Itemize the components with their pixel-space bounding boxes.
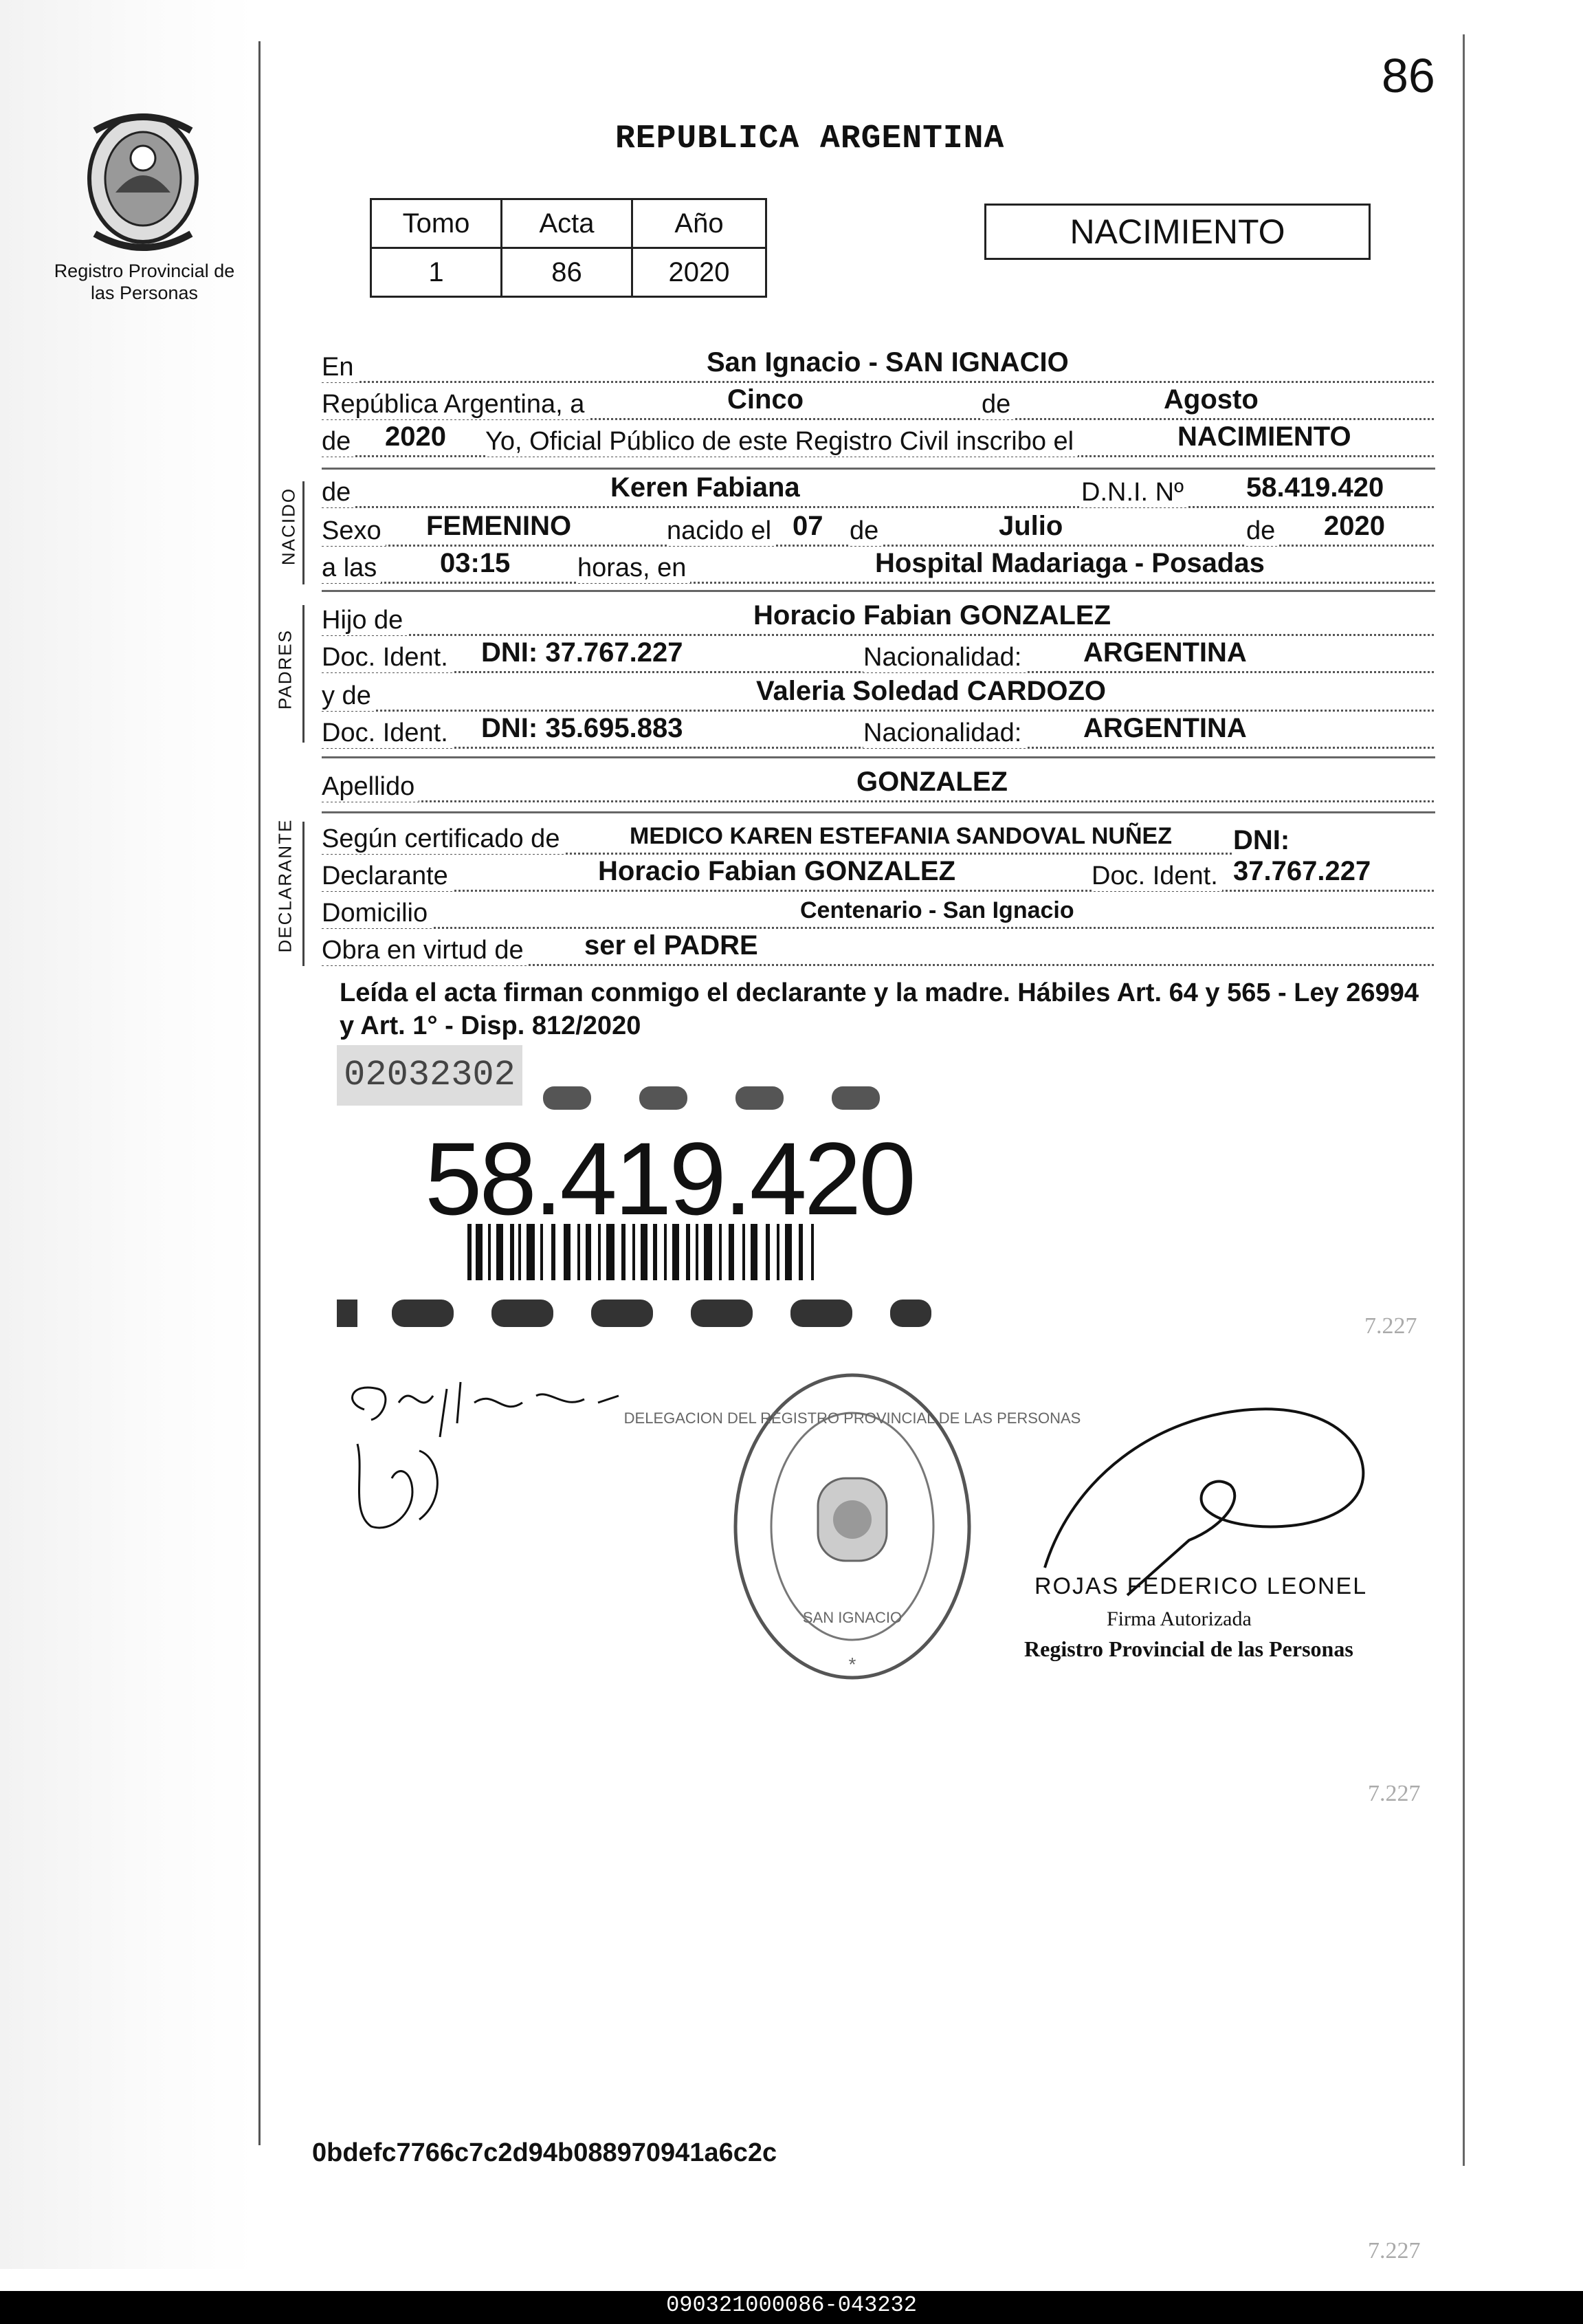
logo-caption: Registro Provincial de las Personas — [54, 261, 235, 303]
label-de-month: de — [850, 516, 883, 546]
value-domicilio: Centenario - San Ignacio — [800, 897, 1074, 923]
signatory-role: Firma Autorizada — [1107, 1608, 1252, 1630]
value-day: Cinco — [727, 384, 804, 415]
label-en: En — [322, 353, 357, 382]
row-mother-doc — [322, 715, 1434, 749]
label-segun: Según certificado de — [322, 824, 564, 854]
value-declarant-doc: DNI: 37.767.227 — [1233, 825, 1434, 887]
document-title: REPUBLICA ARGENTINA — [615, 120, 1005, 157]
section-label-nacido: NACIDO — [278, 487, 299, 566]
row-father-doc — [322, 639, 1434, 673]
label-hijo-de: Hijo de — [322, 606, 407, 635]
value-year: 2020 — [385, 421, 446, 452]
label-declarante: Declarante — [322, 862, 452, 891]
serial-stamp: 02032302 — [337, 1045, 522, 1106]
value-birth-month: Julio — [999, 511, 1063, 541]
row-surname — [322, 769, 1434, 802]
official-seal-icon — [623, 1368, 1081, 1685]
table-value-acta: 86 — [502, 248, 632, 297]
label-domicilio: Domicilio — [322, 899, 432, 928]
value-father-nac: ARGENTINA — [1083, 637, 1247, 668]
label-de-birth-year: de — [1246, 516, 1279, 546]
row-name — [322, 474, 1434, 508]
value-birth-place: Hospital Madariaga - Posadas — [875, 548, 1265, 578]
seal-text-outer: DELEGACION DEL REGISTRO PROVINCIAL DE LAS PERSONAS — [623, 1410, 1081, 1427]
value-mother-doc: DNI: 35.695.883 — [481, 713, 683, 743]
row-mother — [322, 678, 1434, 712]
value-child-name: Keren Fabiana — [610, 472, 800, 503]
label-doc-ident-mother: Doc. Ident. — [322, 719, 452, 748]
label-nacionalidad-mother: Nacionalidad: — [863, 719, 1026, 748]
label-nacido-el: nacido el — [667, 516, 775, 546]
label-obra: Obra en virtud de — [322, 936, 528, 965]
value-father-doc: DNI: 37.767.227 — [481, 637, 683, 668]
record-number-table — [370, 198, 767, 298]
sticker-bottom-marks — [337, 1300, 931, 1327]
label-doc-ident: Doc. Ident. — [322, 643, 452, 672]
value-mother-nac: ARGENTINA — [1083, 713, 1247, 743]
label-republica: República Argentina, a — [322, 390, 588, 419]
value-surname: GONZALEZ — [856, 767, 1008, 797]
padres-bracket — [302, 605, 305, 743]
table-value-ano: 2020 — [632, 248, 766, 297]
label-nacionalidad: Nacionalidad: — [863, 643, 1026, 672]
row-obra — [322, 932, 1434, 966]
sticker-dni-number: 58.419.420 — [425, 1121, 914, 1236]
row-year — [322, 421, 1434, 457]
margin-rule — [258, 41, 261, 2145]
right-page-edge — [1463, 34, 1465, 2166]
faint-mark: 7.227 — [1364, 1313, 1417, 1339]
table-header-ano: Año — [632, 199, 766, 248]
signatory-org: Registro Provincial de las Personas — [1024, 1636, 1353, 1661]
table-value-tomo: 1 — [371, 248, 502, 297]
scan-margin — [0, 0, 254, 2269]
row-sex-birth — [322, 513, 1434, 547]
value-mother-name: Valeria Soledad CARDOZO — [756, 676, 1107, 706]
section-label-padres: PADRES — [274, 629, 296, 710]
label-doc-declarant: Doc. Ident. — [1092, 862, 1222, 891]
seal-star-icon: * — [848, 1654, 856, 1675]
label-y-de: y de — [322, 681, 375, 711]
value-time: 03:15 — [440, 548, 511, 578]
value-father-name: Horacio Fabian GONZALEZ — [753, 600, 1111, 631]
label-a-las: a las — [322, 553, 381, 583]
section-divider — [322, 756, 1435, 758]
value-certificate: MEDICO KAREN ESTEFANIA SANDOVAL NUÑEZ — [630, 823, 1172, 849]
document-hash: 0bdefc7766c7c2d94b088970941a6c2c — [312, 2138, 777, 2167]
value-declarant-name: Horacio Fabian GONZALEZ — [598, 856, 956, 886]
value-place: San Ignacio - SAN IGNACIO — [707, 347, 1069, 377]
section-divider — [322, 590, 1435, 592]
label-sexo: Sexo — [322, 516, 386, 546]
declarante-bracket — [302, 822, 305, 966]
faint-mark: 7.227 — [1368, 1781, 1421, 1806]
footer-code: 090321000086-043232 — [666, 2292, 917, 2318]
nacido-bracket — [302, 481, 305, 584]
row-date — [322, 386, 1434, 420]
label-horas: horas, en — [577, 553, 690, 583]
closing-statement: Leída el acta firman conmigo el declarante y la madre. Hábiles Art. 64 y 565 - Ley 26994 y Art. 1° - Disp. 812/2020 — [340, 978, 1419, 1040]
value-child-dni: 58.419.420 — [1246, 472, 1384, 503]
section-label-declarante: DECLARANTE — [274, 818, 296, 953]
label-yo: Yo, Oficial Público de este Registro Civil inscribo el — [485, 427, 1078, 457]
value-sexo: FEMENINO — [426, 511, 572, 541]
seal-text-inner: SAN IGNACIO — [802, 1609, 903, 1626]
value-birth-year: 2020 — [1324, 511, 1385, 541]
page-number: 86 — [1382, 49, 1435, 102]
table-header-acta: Acta — [502, 199, 632, 248]
misiones-seal-logo — [74, 103, 212, 261]
handwritten-signature-right — [1031, 1396, 1388, 1602]
faint-mark: 7.227 — [1368, 2238, 1421, 2263]
value-inscribo: NACIMIENTO — [1177, 421, 1351, 452]
label-apellido: Apellido — [322, 772, 419, 802]
label-de-year: de — [322, 427, 355, 457]
value-obra: ser el PADRE — [584, 930, 758, 961]
row-place — [322, 349, 1434, 383]
row-time-place — [322, 550, 1434, 584]
value-month: Agosto — [1164, 384, 1259, 415]
sticker-top-marks — [543, 1086, 880, 1110]
row-domicilio — [322, 895, 1434, 929]
signatory-name: ROJAS FEDERICO LEONEL — [1034, 1573, 1368, 1599]
row-father — [322, 602, 1434, 636]
handwritten-signature-left — [337, 1361, 626, 1547]
label-de: de — [982, 390, 1015, 419]
section-divider — [322, 811, 1435, 813]
record-type-box: NACIMIENTO — [984, 204, 1371, 260]
value-birth-day: 07 — [793, 511, 823, 541]
label-dni: D.N.I. Nº — [1081, 478, 1188, 507]
table-header-tomo: Tomo — [371, 199, 502, 248]
section-divider — [322, 468, 1435, 470]
label-de-name: de — [322, 478, 355, 507]
